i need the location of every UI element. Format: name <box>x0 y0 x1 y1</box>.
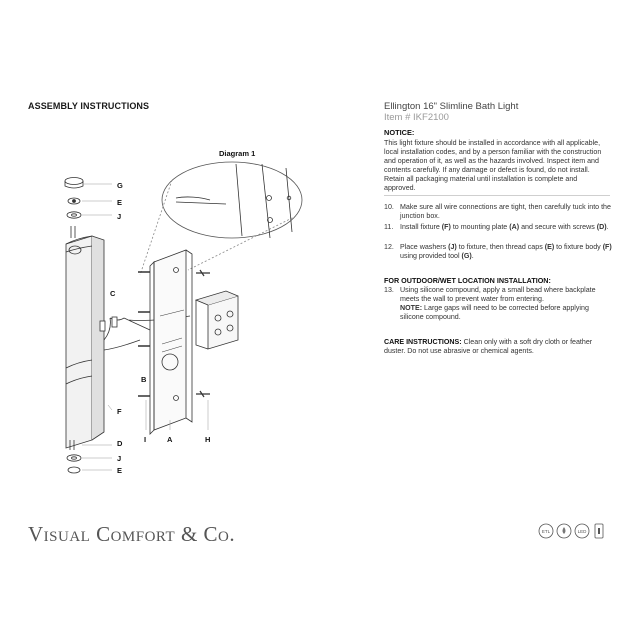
step-12 <box>384 243 614 261</box>
dimmable-icon <box>595 524 603 538</box>
note-label: NOTE: <box>400 304 423 313</box>
label-e-bottom: E <box>117 466 123 475</box>
label-a: A <box>167 435 173 444</box>
step-text: Place washers (J) to fixture, then thread caps (E) to fixture body (F) using provided tool (G). <box>400 243 612 261</box>
step-13 <box>384 286 614 322</box>
label-e: E <box>117 198 123 207</box>
step-10 <box>384 203 614 221</box>
label-j-bottom: J <box>117 454 122 463</box>
item-number: Item # IKF2100 <box>384 112 449 123</box>
care-text: Clean only with a soft dry cloth or feather duster. Do not use abrasive or chemical agents. <box>384 338 593 356</box>
step-text: Install fixture (F) to mounting plate (A) and secure with screws (D). <box>400 223 609 231</box>
etl-listed-icon <box>539 524 553 538</box>
led-icon <box>575 524 589 538</box>
mounting-plate-a <box>150 250 192 434</box>
label-d: D <box>117 439 123 448</box>
step-text: Make sure all wire connections are tight, then carefully tuck into the junction box. <box>400 203 611 221</box>
svg-text:ETL: ETL <box>541 529 551 534</box>
label-h: H <box>205 435 211 444</box>
step-text: Using silicone compound, apply a small bead where backplate meets the wall to prevent water from entering. NOTE: Large gaps will need to be corrected before applying silicone compound. <box>400 286 596 322</box>
fixture-body-f <box>66 236 104 448</box>
certification-icons <box>538 519 612 543</box>
care-instructions <box>384 338 610 356</box>
washer-j-bottom <box>67 455 81 461</box>
washer-j <box>67 212 81 218</box>
junction-box <box>196 291 238 349</box>
label-f: F <box>117 407 122 416</box>
label-b: B <box>141 375 147 384</box>
label-j: J <box>117 212 122 221</box>
cap-tool-g <box>65 178 83 189</box>
notice-divider <box>384 195 610 196</box>
notice-heading: NOTICE: <box>384 128 415 137</box>
brand-logo: Visual Comfort & Co. <box>28 522 236 546</box>
care-label: CARE INSTRUCTIONS: <box>384 338 462 346</box>
label-i: I <box>144 435 147 444</box>
assembly-instructions-title: ASSEMBLY INSTRUCTIONS <box>28 101 150 111</box>
step-number: 10. <box>384 203 394 211</box>
label-c: C <box>110 289 116 298</box>
cap-e-bottom <box>68 467 80 473</box>
step-11 <box>384 223 614 232</box>
label-g: G <box>117 181 123 190</box>
product-title: Ellington 16" Slimline Bath Light <box>384 101 519 112</box>
wet-location-icon <box>557 524 571 538</box>
svg-text:LED: LED <box>577 529 587 534</box>
step-number: 12. <box>384 243 394 251</box>
outdoor-heading: FOR OUTDOOR/WET LOCATION INSTALLATION: <box>384 276 551 285</box>
notice-body: This light fixture should be installed in accordance with all applicable, local installation codes, and by a person familiar with the construction and operation of it, as well as the hazards involved. Inspect item and contents carefully. If any damage or defect is found, do not install. Retain all packaging material until installation is complete and approved. <box>384 139 602 193</box>
step-number: 13. <box>384 286 394 294</box>
assembly-diagram <box>0 140 340 475</box>
step-number: 11. <box>384 223 394 231</box>
diagram-1-title: Diagram 1 <box>219 149 256 158</box>
